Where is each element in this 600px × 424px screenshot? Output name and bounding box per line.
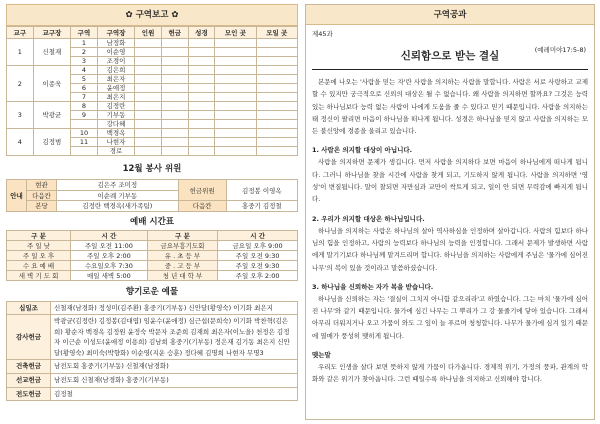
empty-cell[interactable] (135, 102, 162, 111)
empty-cell[interactable] (161, 129, 188, 138)
guyeokjang-cell: 최은자 (97, 75, 134, 84)
empty-cell[interactable] (215, 66, 256, 75)
worship-row (7, 250, 298, 260)
report-table (6, 26, 298, 156)
empty-cell[interactable] (256, 129, 297, 138)
worship-time-cell: 수요일오후 7:30 (71, 260, 148, 270)
point-3-text: 하나님을 신뢰하는 자는 '결실이 그치지 아니함 같으리라'고 하였습니다. 그는 마치 '물가에 심어진 나무'와 같기 때문입니다. 물가에 심긴 나무는 그 뿌리가 그 강 물줄기에 닿아 있습니다. 그래서 아무리 더워지거나 오고 가뭄이 와도 그 잎이 늘 푸르며 청청합니다. 나무가 물가에 심겨 있기 때문에 열매가 풍성히 맺히게 됩니다. (312, 294, 588, 340)
lesson-box (305, 4, 595, 420)
worship-row (7, 240, 298, 250)
empty-cell[interactable] (161, 66, 188, 75)
guyeokjang-cell: 윤애정 (97, 84, 134, 93)
empty-cell[interactable] (256, 57, 297, 66)
empty-cell[interactable] (161, 75, 188, 84)
empty-cell[interactable] (215, 57, 256, 66)
empty-cell[interactable] (188, 93, 215, 102)
worship-time-cell: 주일 오전 9:30 (218, 250, 298, 260)
guyeok-cell: 10 (71, 129, 98, 138)
worship-time-cell: 주일 오전 11:00 (71, 240, 148, 250)
empty-cell[interactable] (215, 75, 256, 84)
dadaeum-names-2: 홍중기 김정철 (226, 201, 297, 212)
report-col-header: 모일 곳 (256, 27, 297, 39)
empty-cell[interactable] (188, 39, 215, 48)
report-row (7, 66, 298, 75)
empty-cell[interactable] (215, 84, 256, 93)
empty-cell[interactable] (256, 138, 297, 147)
worship-row (7, 260, 298, 270)
empty-cell[interactable] (188, 120, 215, 129)
flower-icon: ✿ (125, 10, 133, 20)
worship-type-cell: 새 벽 기 도 회 (7, 270, 71, 280)
worship-col-header: 구 분 (147, 230, 217, 240)
guyeokjang-cell: 백경옥 (97, 129, 134, 138)
lesson-header: 구역공과 (306, 5, 594, 25)
empty-cell[interactable] (256, 84, 297, 93)
offering-title: 향기로운 예물 (125, 286, 179, 297)
offering-names: 남전도회 신철재(남경화) 홍중기(기부동) (51, 374, 298, 388)
lesson-intro: 본문에 나오는 '사람을 믿는 자'란 사람을 의지하는 사람을 말합니다. 사람은 서로 사랑하고 교제할 수 있지만 궁극적으로 신뢰의 대상은 될 수 없습니다. 왜 사람을 의지하면 할까요? 그것은 능력 있는 하나님보다 능력 없는 사람이 나에게 도움을 줄 수 있다고 믿기 때문입니다. 사람을 의지하는 태 정신이 팔리면 마음이 하나님을 떠나게 됩니다. 성경은 하나님을 믿지 않고 사람을 의지하는 모든 불신앙에 경종을 울리고 있습니다. (312, 78, 588, 136)
gyogu-cell: 2 (7, 66, 34, 102)
empty-cell[interactable] (215, 48, 256, 57)
gyogujang-cell: 김정범 (33, 129, 70, 156)
guyeok-cell: 2 (71, 48, 98, 57)
empty-cell[interactable] (135, 129, 162, 138)
guyeokjang-cell: 조경이 (97, 57, 134, 66)
empty-cell[interactable] (188, 102, 215, 111)
guyeokjang-cell: 남정화 (97, 39, 134, 48)
offering-label: 감사헌금 (7, 315, 51, 360)
gyogujang-cell: 이종욱 (33, 66, 70, 102)
worship-col-header: 구 분 (7, 230, 71, 240)
report-col-header: 구역장 (97, 27, 134, 39)
worship-type-cell: 주 일 오 후 (7, 250, 71, 260)
empty-cell[interactable] (188, 138, 215, 147)
guyeok-cell: 8 (71, 102, 98, 111)
empty-cell[interactable] (215, 39, 256, 48)
offering-label: 선교헌금 (7, 374, 51, 388)
guyeokjang-cell: 김은희 (97, 66, 134, 75)
empty-cell[interactable] (256, 102, 297, 111)
guyeokjang-cell: 나현자 (97, 138, 134, 147)
report-col-header: 구역 (71, 27, 98, 39)
gyogu-cell: 1 (7, 39, 34, 66)
service-title: 12월 봉사 위원 (122, 164, 182, 174)
empty-cell[interactable] (215, 147, 256, 156)
guyeokjang-cell: 김정란 (97, 102, 134, 111)
report-col-header: 헌금 (161, 27, 188, 39)
hyeongwan-label: 현관 (27, 180, 57, 191)
worship-time-cell: 금요일 오후 9:00 (218, 240, 298, 250)
empty-cell[interactable] (135, 39, 162, 48)
offering-names: 신철재(남경화) 정성미(김주환) 홍중기(기부동) 신안달(황영숙) 이기화 최은지 (51, 301, 298, 315)
empty-cell[interactable] (161, 102, 188, 111)
worship-table (6, 230, 298, 281)
empty-cell[interactable] (215, 111, 256, 120)
offering-names: 남전도회 홍중기(기부동) 신철재(남경화) (51, 360, 298, 374)
guyeok-cell: 11 (71, 138, 98, 147)
worship-type-cell: 금요부흥기도회 (147, 240, 217, 250)
empty-cell[interactable] (161, 39, 188, 48)
empty-cell[interactable] (256, 48, 297, 57)
closing-text: 우리도 인생을 살다 보면 뜻하지 않게 가뭄이 다가옵니다. 경제적 위기, 가정의 풍파, 관계의 악화와 같은 위기가 찾아옵니다. 그런 때일수록 하나님을 의지하고 신뢰해야 합니다. (312, 363, 588, 384)
worship-time-cell: 주일 오후 2:00 (71, 250, 148, 260)
guyeok-cell: 6 (71, 84, 98, 93)
dadaeum-names-1: 이순례 기부동 (57, 190, 179, 201)
bonsil-label: 본당 (27, 201, 57, 212)
worship-title: 예배 시간표 (129, 216, 174, 227)
empty-cell[interactable] (135, 75, 162, 84)
offering-label: 전도헌금 (7, 387, 51, 401)
offering-row (7, 315, 298, 360)
empty-cell[interactable] (135, 147, 162, 156)
offering-committee-label: 헌금위원 (178, 180, 226, 201)
worship-time-cell: 매일 새벽 5:00 (71, 270, 148, 280)
guyeok-cell: 1 (71, 39, 98, 48)
worship-type-cell: 수 요 예 배 (7, 260, 71, 270)
offering-committee-names: 김정봉 이영옥 (226, 180, 297, 201)
empty-cell[interactable] (215, 120, 256, 129)
left-column (6, 4, 298, 401)
empty-cell[interactable] (188, 75, 215, 84)
worship-type-cell: 주 일 낮 (7, 240, 71, 250)
service-table (6, 179, 298, 212)
worship-col-header: 시 간 (71, 230, 148, 240)
empty-cell[interactable] (188, 57, 215, 66)
guyeokjang-cell: 기부동 (97, 111, 134, 120)
empty-cell[interactable] (188, 66, 215, 75)
worship-time-cell: 주일 오전 9:30 (218, 260, 298, 270)
empty-cell[interactable] (135, 66, 162, 75)
gyogu-cell: 3 (7, 102, 34, 129)
flower-icon: ✿ (171, 10, 179, 20)
dadaeum-label-1: 다음칸 (27, 190, 57, 201)
empty-cell[interactable] (135, 57, 162, 66)
report-row (7, 39, 298, 48)
empty-cell[interactable] (188, 84, 215, 93)
offering-row (7, 301, 298, 315)
closing-title: 맺는말 (312, 351, 331, 360)
empty-cell[interactable] (135, 48, 162, 57)
right-column (305, 4, 595, 420)
guyeok-cell: 5 (71, 75, 98, 84)
empty-cell[interactable] (256, 93, 297, 102)
empty-cell[interactable] (188, 111, 215, 120)
guyeok-cell: 9 (71, 111, 98, 120)
report-header (6, 4, 298, 26)
empty-cell[interactable] (161, 147, 188, 156)
lesson-reference: (예레미야17:5-8) (534, 46, 586, 54)
worship-row (7, 270, 298, 280)
guyeokjang-cell: 강다혜 (97, 120, 134, 129)
offering-names: 김정철 (51, 387, 298, 401)
empty-cell[interactable] (256, 39, 297, 48)
report-col-header: 인원 (135, 27, 162, 39)
guyeok-cell: 4 (71, 66, 98, 75)
offering-table (6, 301, 298, 402)
empty-cell[interactable] (135, 138, 162, 147)
empty-cell[interactable] (135, 84, 162, 93)
gyogu-cell: 4 (7, 129, 34, 156)
report-row (7, 102, 298, 111)
empty-cell[interactable] (161, 111, 188, 120)
lesson-main-title: 신뢰함으로 받는 결실 (400, 50, 500, 62)
offering-label: 건축헌금 (7, 360, 51, 374)
report-title: 구역보고 (135, 10, 169, 20)
report-col-header: 모인 곳 (215, 27, 256, 39)
worship-type-cell: 청 년 대 학 부 (147, 270, 217, 280)
empty-cell[interactable] (215, 129, 256, 138)
point-3-title: 3. 하나님을 신뢰하는 자가 복을 받습니다. (312, 282, 434, 291)
guyeokjang-cell: 이순영 (97, 48, 134, 57)
guyeokjang-cell: 최은지 (97, 93, 134, 102)
guyeok-cell: 3 (71, 57, 98, 66)
empty-cell[interactable] (188, 129, 215, 138)
gyogujang-cell: 신철재 (33, 39, 70, 66)
empty-cell[interactable] (135, 93, 162, 102)
empty-cell[interactable] (161, 57, 188, 66)
empty-cell[interactable] (135, 120, 162, 129)
worship-type-cell: 중 . 고 등 부 (147, 260, 217, 270)
offering-row (7, 374, 298, 388)
title-underline (312, 69, 588, 70)
empty-cell[interactable] (161, 93, 188, 102)
empty-cell[interactable] (215, 138, 256, 147)
worship-col-header: 시 간 (218, 230, 298, 240)
empty-cell[interactable] (256, 75, 297, 84)
report-col-header: 성경 (188, 27, 215, 39)
point-1-text: 사람을 의지하면 문제가 생깁니다. 먼저 사람을 의지하다 보면 마음이 하나님에게 떠나게 됩니다. 그러니 하나님을 찾을 시간에 사람을 찾게 되고, 기도하지 않게 됩니다. 사람을 의지하면 '영성'이 변질됩니다. 말이 찰되면 자만심과 교만이 싹트게 되고, 일이 안 되면 무력감에 빠지게 됩니다. (312, 158, 588, 204)
empty-cell[interactable] (256, 111, 297, 120)
empty-cell[interactable] (188, 48, 215, 57)
guyeok-cell: 7 (71, 93, 98, 102)
empty-cell[interactable] (135, 111, 162, 120)
offering-names: 박광균(김정란) 김정봉(김대엽) 임윤수(윤애정) 심근섭(문희숙) 이기화 박찬혁(김은희) 황순자 백경옥 김정원 윤정숙 박문자 조준희 김재희 최은자(이노을) 천정은 김정자 이근순 이성도(윤애정 이용희) 김남희 홍중기(기부동) 정은재 김기동 최은지 신안달(황영숙) 최미숙(박향화) 이순영(지운 승훈) 정다혜 김명희 나현자 무명3 (51, 315, 298, 360)
point-1-title: 1. 사람은 의지할 대상이 아닙니다. (312, 146, 413, 155)
worship-time-cell: 주일 오후 2:00 (218, 270, 298, 280)
hyeongwan-names: 김은주 조미정 (57, 180, 179, 191)
report-row (7, 129, 298, 138)
empty-cell[interactable] (188, 147, 215, 156)
guyeokjang-cell: 경로 (97, 147, 134, 156)
empty-cell[interactable] (161, 138, 188, 147)
empty-cell[interactable] (161, 84, 188, 93)
point-2-title: 2. 우리가 의지할 대상은 하나님입니다. (312, 214, 425, 223)
empty-cell[interactable] (215, 102, 256, 111)
worship-type-cell: 유 . 초 등 부 (147, 250, 217, 260)
empty-cell[interactable] (161, 120, 188, 129)
gyogujang-cell: 박광균 (33, 102, 70, 129)
offering-row (7, 360, 298, 374)
guide-label: 안내 (7, 180, 27, 212)
guyeok-cell (71, 120, 98, 129)
offering-row (7, 387, 298, 401)
empty-cell[interactable] (256, 66, 297, 75)
point-2-text: 하나님을 의지하는 사람은 하나님의 살아 역사하심을 인정하며 살아갑니다. 사람의 힘보다 하나님의 힘을 인정하고, 사람의 능력보다 하나님의 능력을 인정합니다. 그래서 문제가 발생하면 사람에게 말기기보다 하나님께 맡겨드리며 합니다. 하나님을 의지하는 사람에게 주님은 '물가에 심어진 나무'의 복이 있을 것이라고 말씀하셨습니다. (312, 226, 588, 272)
report-col-header: 교구장 (33, 27, 70, 39)
bonsil-names: 김정란 백경옥(새가족팀) (57, 201, 179, 212)
dadaeum-label-2: 다음칸 (178, 201, 226, 212)
empty-cell[interactable] (161, 48, 188, 57)
lesson-part: 제45과 (312, 30, 333, 38)
offering-label: 십일조 (7, 301, 51, 315)
empty-cell[interactable] (215, 93, 256, 102)
report-col-header: 교구 (7, 27, 34, 39)
empty-cell[interactable] (256, 147, 297, 156)
guyeok-cell (71, 147, 98, 156)
empty-cell[interactable] (256, 120, 297, 129)
